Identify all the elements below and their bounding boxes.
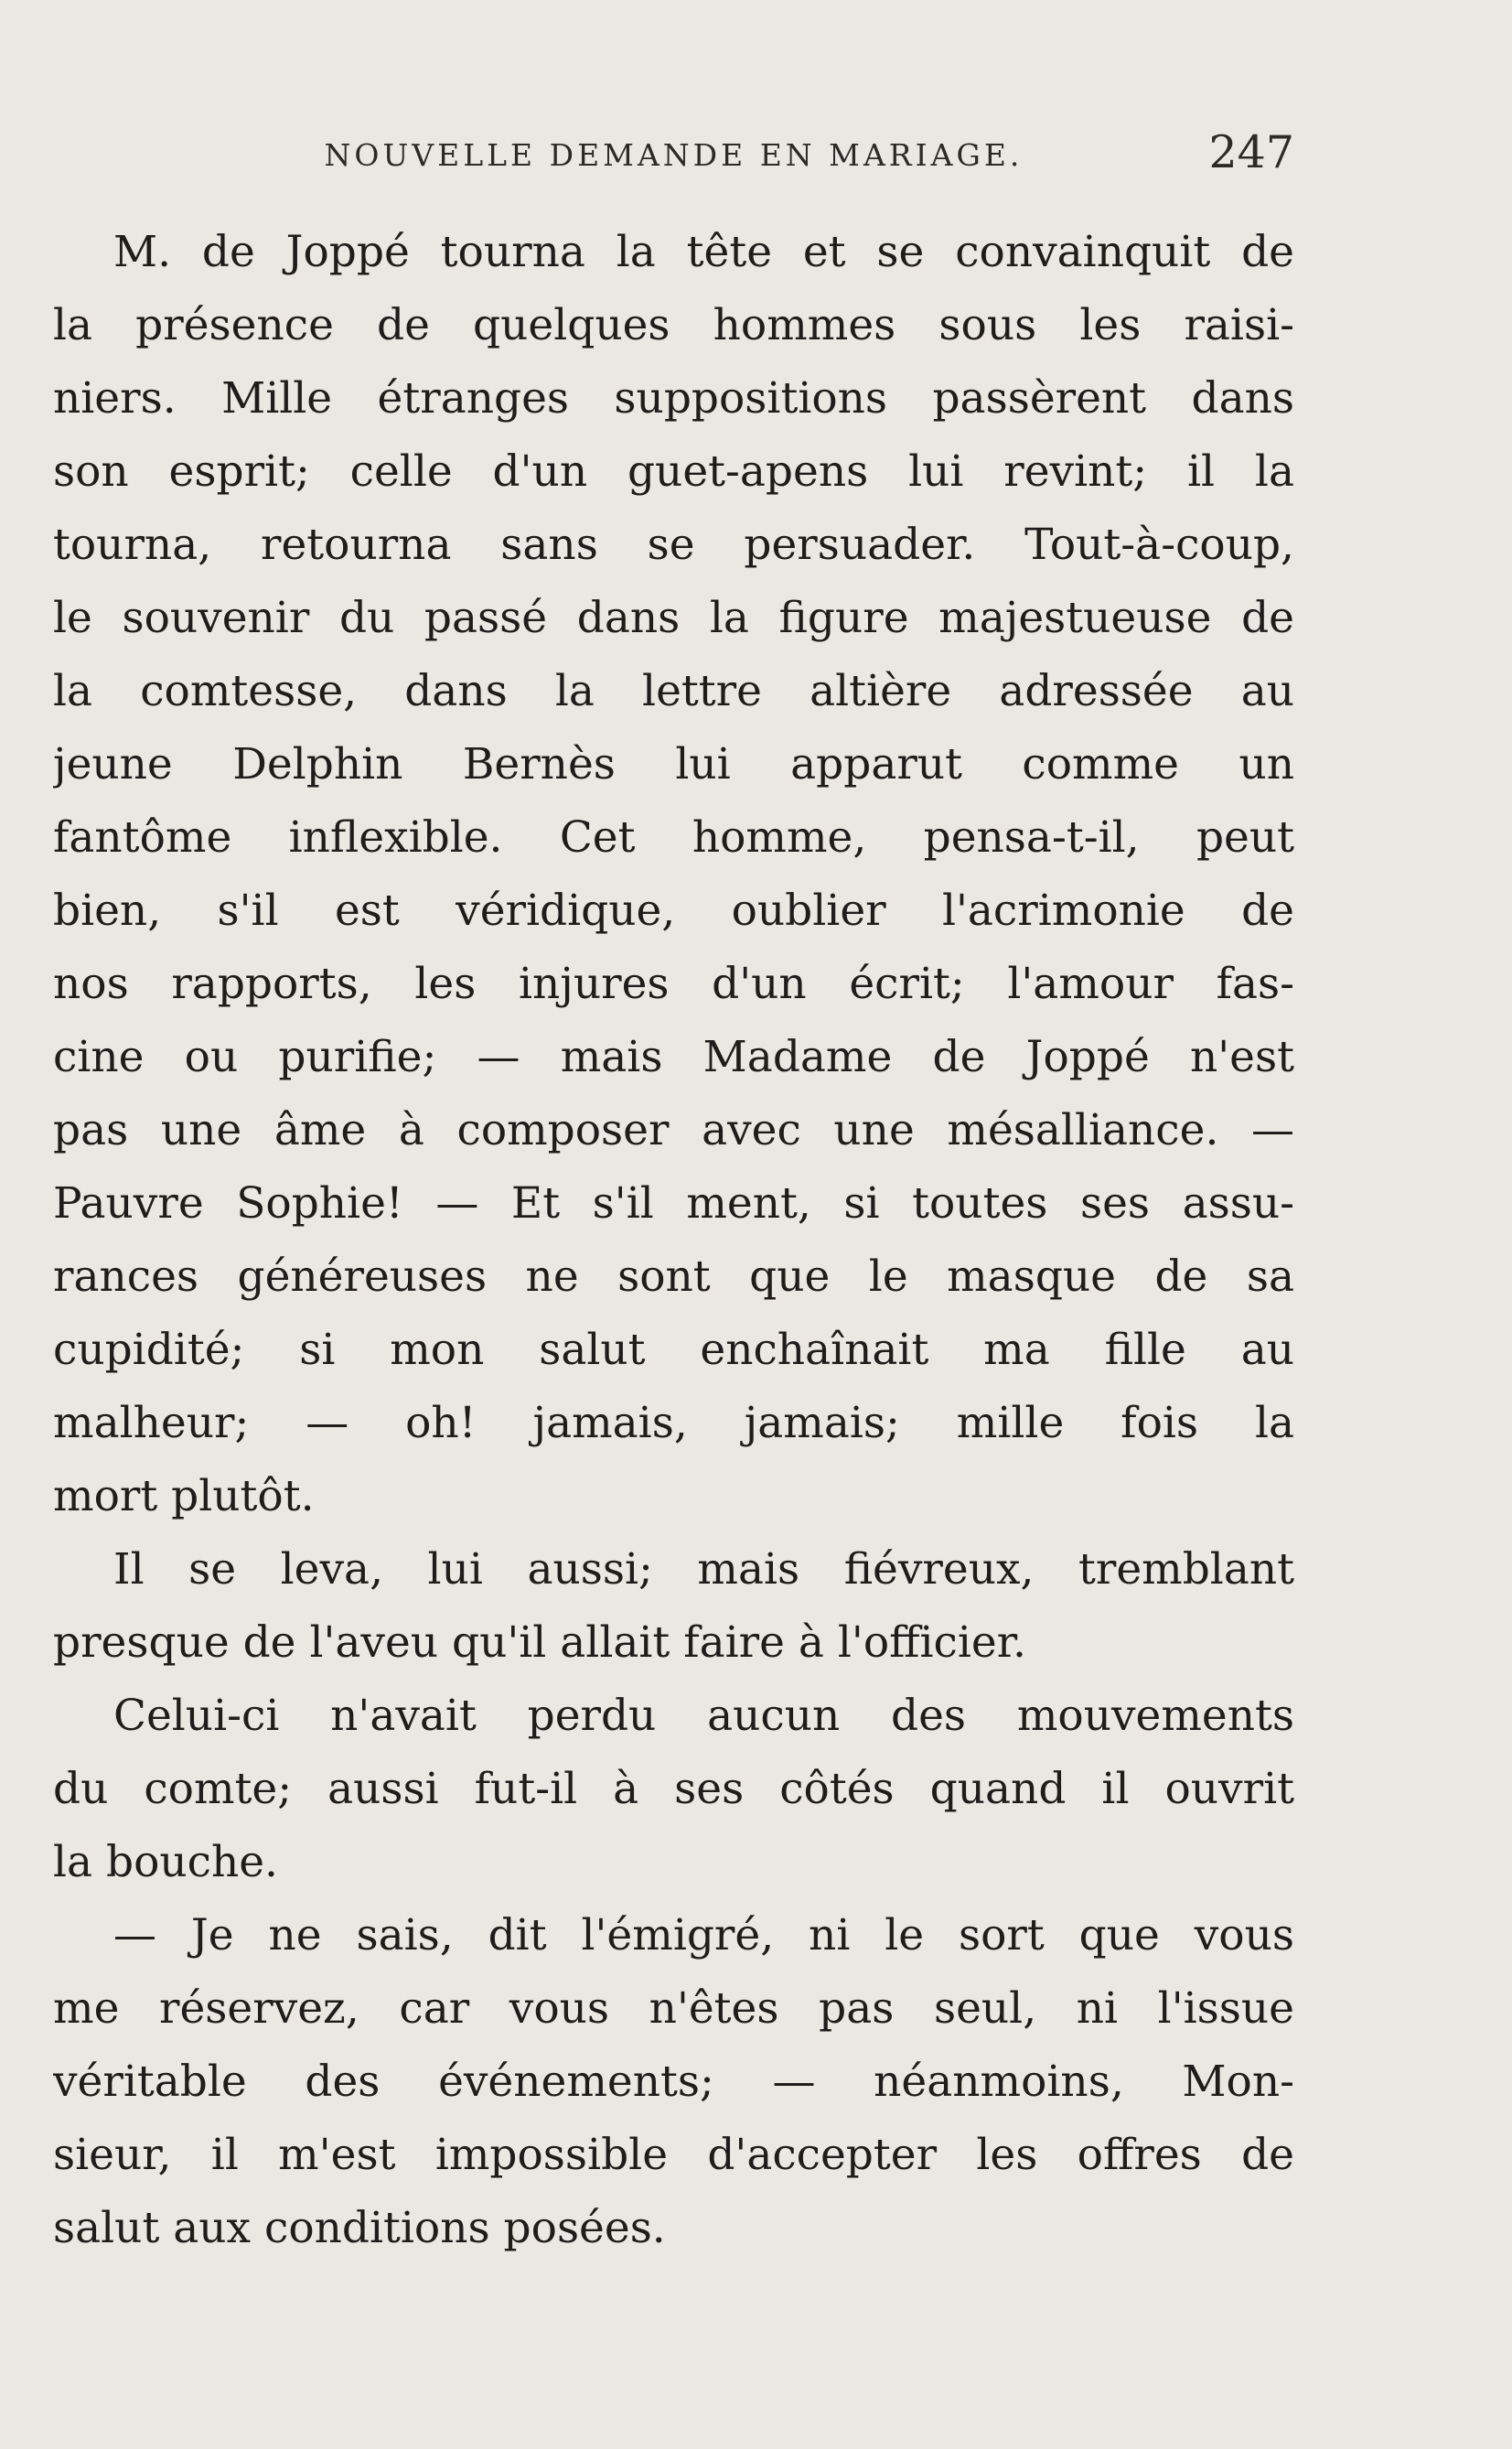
text-line: véritable des événements; — néanmoins, Mon-: [53, 2057, 1294, 2107]
text-line: jeune Delphin Bernès lui apparut comme un: [53, 739, 1294, 789]
text-line: mort plutôt.: [53, 1471, 315, 1521]
text-line: cine ou purifie; — mais Madame de Joppé n'est: [53, 1032, 1294, 1082]
text-line: sieur, il m'est impossible d'accepter les offres de: [53, 2130, 1294, 2180]
text-line: pas une âme à composer avec une mésalliance. —: [53, 1105, 1294, 1155]
text-line: la comtesse, dans la lettre altière adressée au: [53, 666, 1294, 716]
text-line: la bouche.: [53, 1837, 278, 1887]
text-line: fantôme inflexible. Cet homme, pensa-t-il, peut: [53, 812, 1294, 863]
text-line: salut aux conditions posées.: [53, 2203, 666, 2253]
text-line: — Je ne sais, dit l'émigré, ni le sort que vous: [113, 1910, 1294, 1960]
text-line: son esprit; celle d'un guet-apens lui revint; il la: [53, 446, 1294, 497]
text-line: M. de Joppé tourna la tête et se convainquit de: [113, 227, 1294, 277]
text-line: du comte; aussi fut-il à ses côtés quand il ouvrit: [53, 1764, 1294, 1814]
running-head: NOUVELLE DEMANDE EN MARIAGE.: [324, 137, 1024, 173]
text-line: niers. Mille étranges suppositions passèrent dans: [53, 373, 1294, 424]
text-line: rances généreuses ne sont que le masque de sa: [53, 1251, 1294, 1302]
text-line: nos rapports, les injures d'un écrit; l'amour fas-: [53, 959, 1294, 1009]
text-line: la présence de quelques hommes sous les raisi-: [53, 300, 1294, 350]
text-line: malheur; — oh! jamais, jamais; mille fois la: [53, 1398, 1294, 1448]
text-line: tourna, retourna sans se persuader. Tout-à-coup,: [53, 520, 1294, 570]
text-line: me réservez, car vous n'êtes pas seul, ni l'issue: [53, 1983, 1294, 2034]
text-line: Celui-ci n'avait perdu aucun des mouvements: [113, 1691, 1294, 1741]
text-line: presque de l'aveu qu'il allait faire à l'officier.: [53, 1617, 1026, 1668]
text-line: cupidité; si mon salut enchaînait ma fille au: [53, 1325, 1294, 1375]
page-number: 247: [1208, 126, 1294, 178]
text-line: le souvenir du passé dans la figure majestueuse de: [53, 593, 1294, 643]
body-text: [53, 216, 1294, 2265]
text-line: Pauvre Sophie! — Et s'il ment, si toutes ses assu-: [53, 1178, 1294, 1229]
page-header: [53, 126, 1294, 181]
text-line: bien, s'il est véridique, oublier l'acrimonie de: [53, 886, 1294, 936]
text-line: Il se leva, lui aussi; mais fiévreux, tremblant: [113, 1544, 1294, 1595]
